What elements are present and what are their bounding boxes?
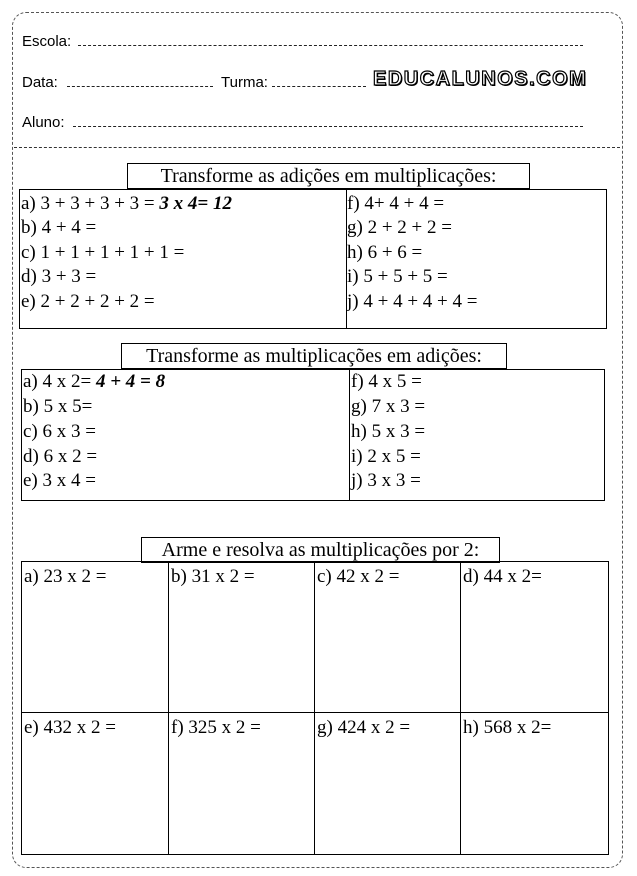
s3-exercise-e: e) 432 x 2 = [24, 717, 116, 738]
s2-answer-a: 4 + 4 = 8 [95, 371, 166, 392]
s3-cell-d[interactable] [461, 562, 608, 713]
section2-title: Transforme as multiplicações em adições: [121, 343, 507, 369]
s3-exercise-h: h) 568 x 2= [463, 717, 552, 738]
s1-exercise-d: d) 3 + 3 = [21, 266, 97, 287]
s3-cell-c[interactable] [315, 562, 461, 713]
s2-exercise-a: a) 4 x 2= 4 + 4 = 8 [23, 371, 166, 392]
header-divider [14, 147, 620, 148]
s3-exercise-g: g) 424 x 2 = [317, 717, 411, 738]
educalunos-logo: EDUCALUNOS.COM [373, 68, 588, 90]
section3-grid [21, 561, 609, 855]
s2-exercise-f: f) 4 x 5 = [351, 371, 422, 392]
data-line[interactable] [67, 86, 213, 87]
escola-label: Escola: [22, 33, 72, 50]
s2-exercise-c: c) 6 x 3 = [23, 421, 96, 442]
s3-exercise-a: a) 23 x 2 = [24, 566, 107, 587]
s1-exercise-a: a) 3 + 3 + 3 + 3 = 3 x 4= 12 [21, 193, 232, 214]
s1-exercise-g: g) 2 + 2 + 2 = [347, 217, 452, 238]
s3-cell-a[interactable] [22, 562, 169, 713]
s1-exercise-e: e) 2 + 2 + 2 + 2 = [21, 291, 155, 312]
s1-exercise-c: c) 1 + 1 + 1 + 1 + 1 = [21, 242, 185, 263]
s3-exercise-d: d) 44 x 2= [463, 566, 542, 587]
section2-divider [349, 369, 350, 501]
escola-line[interactable] [78, 45, 583, 46]
s3-cell-b[interactable] [169, 562, 315, 713]
s3-cell-g[interactable] [315, 713, 461, 854]
section3-title: Arme e resolva as multiplicações por 2: [141, 537, 500, 563]
turma-line[interactable] [272, 86, 366, 87]
s2-exercise-d: d) 6 x 2 = [23, 446, 98, 467]
s3-cell-f[interactable] [169, 713, 315, 854]
s2-exercise-b: b) 5 x 5= [23, 396, 93, 417]
s1-exercise-j: j) 4 + 4 + 4 + 4 = [347, 291, 478, 312]
s2-exercise-e: e) 3 x 4 = [23, 470, 96, 491]
s1-exercise-f: f) 4+ 4 + 4 = [347, 193, 445, 214]
s3-cell-h[interactable] [461, 713, 608, 854]
aluno-label: Aluno: [22, 114, 65, 131]
s1-answer-a: 3 x 4= 12 [159, 193, 232, 214]
s3-exercise-b: b) 31 x 2 = [171, 566, 255, 587]
s3-exercise-c: c) 42 x 2 = [317, 566, 400, 587]
s3-cell-e[interactable] [22, 713, 169, 854]
s1-exercise-b: b) 4 + 4 = [21, 217, 97, 238]
s1-exercise-h: h) 6 + 6 = [347, 242, 423, 263]
s2-exercise-j: j) 3 x 3 = [351, 470, 421, 491]
s3-exercise-f: f) 325 x 2 = [171, 717, 261, 738]
aluno-line[interactable] [73, 126, 583, 127]
s2-exercise-g: g) 7 x 3 = [351, 396, 426, 417]
s2-exercise-h: h) 5 x 3 = [351, 421, 426, 442]
s2-exercise-i: i) 2 x 5 = [351, 446, 421, 467]
s1-exercise-i: i) 5 + 5 + 5 = [347, 266, 448, 287]
turma-label: Turma: [221, 74, 268, 91]
section1-title: Transforme as adições em multiplicações: [127, 163, 530, 189]
data-label: Data: [22, 74, 58, 91]
